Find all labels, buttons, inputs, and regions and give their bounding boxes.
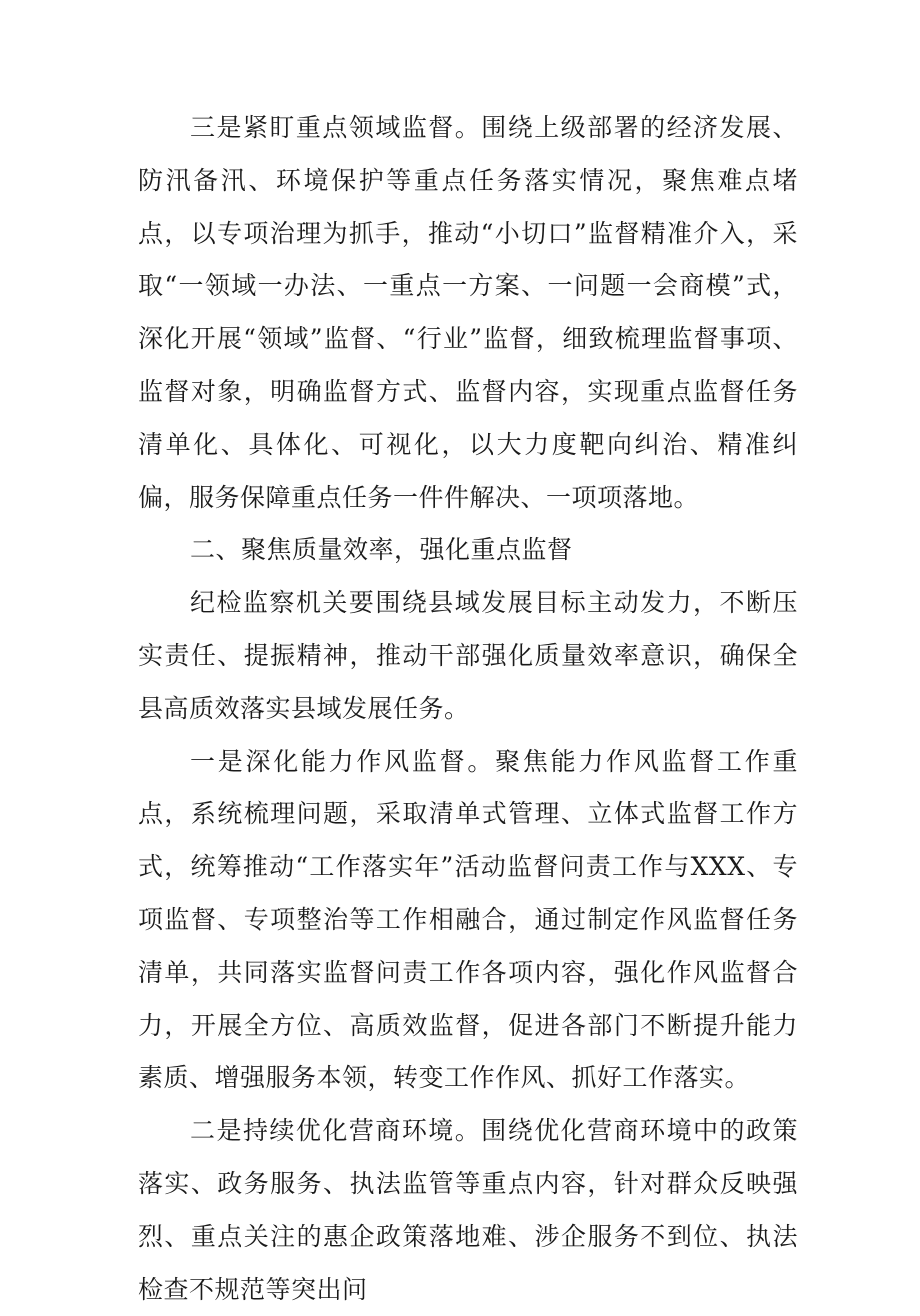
section-heading-quality-efficiency: 二、聚焦质量效率，强化重点监督 — [190, 535, 573, 565]
paragraph-key-area-supervision: 三是紧盯重点领域监督。围绕上级部署的经济发展、防汛备汛、环境保护等重点任务落实情况，聚焦难点堵点，以专项治理为抓手，推动“小切口”监督精准介入，采取“一领域一办法、一重点一方案、一问题一会商模”式，深化开展“领域”监督、“行业”监督，细致梳理监督事项、监督对象，明确监督方式、监督内容，实现重点监督任务清单化、具体化、可视化，以大力度靶向纠治、精准纠偏，服务保障重点任务一件件解决、一项项落地。 — [138, 113, 798, 512]
document-body — [138, 102, 798, 1316]
paragraph-county-development: 纪检监察机关要围绕县域发展目标主动发力，不断压实责任、提振精神，推动干部强化质量效率意识，确保全县高质效落实县域发展任务。 — [138, 588, 798, 723]
paragraph-business-environment: 二是持续优化营商环境。围绕优化营商环境中的政策落实、政务服务、执法监管等重点内容，针对群众反映强烈、重点关注的惠企政策落地难、涉企服务不到位、执法检查不规范等突出问 — [138, 1116, 798, 1304]
paragraph-work-style-supervision: 一是深化能力作风监督。聚焦能力作风监督工作重点，系统梳理问题，采取清单式管理、立体式监督工作方式，统筹推动“工作落实年”活动监督问责工作与XXX、专项监督、专项整治等工作相融合，通过制定作风监督任务清单，共同落实监督问责工作各项内容，强化作风监督合力，开展全方位、高质效监督，促进各部门不断提升能力素质、增强服务本领，转变工作作风、抓好工作落实。 — [138, 746, 798, 1093]
